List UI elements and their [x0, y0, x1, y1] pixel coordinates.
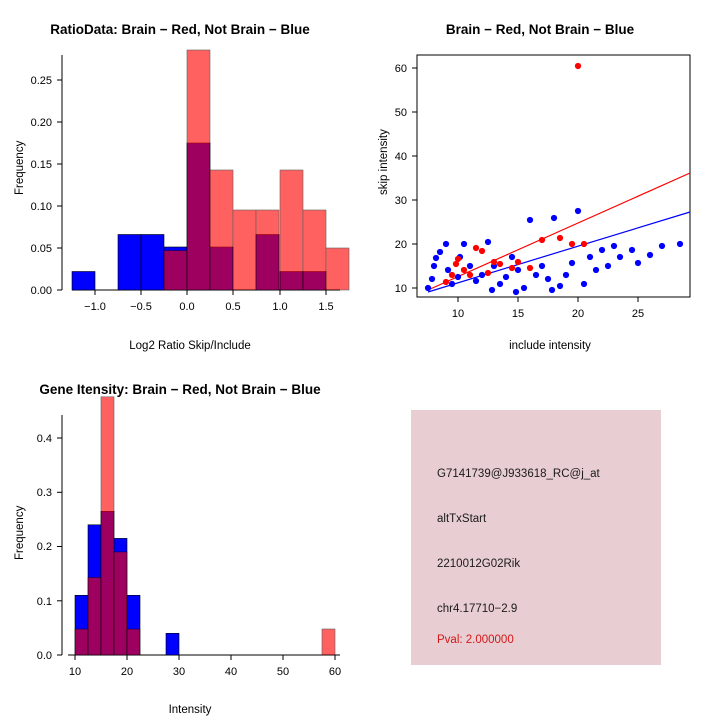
event-type-text: altTxStart: [437, 513, 487, 525]
svg-text:0.05: 0.05: [30, 243, 52, 255]
svg-text:0.5: 0.5: [225, 301, 241, 313]
svg-text:60: 60: [394, 63, 407, 75]
ratio-histogram-title: RatioData: Brain − Red, Not Brain − Blue: [50, 22, 310, 37]
ratio-histogram-xlabel: Log2 Ratio Skip/Include: [129, 340, 251, 352]
svg-text:0.25: 0.25: [30, 75, 52, 87]
scatter-ylabel: skip intensity: [378, 129, 390, 195]
gene-histogram-ylabel: Frequency: [14, 505, 26, 560]
svg-text:10: 10: [451, 308, 465, 320]
ratio-histogram-panel: [0, 0, 360, 360]
scatter-panel: [360, 0, 720, 360]
svg-text:0.15: 0.15: [30, 159, 52, 171]
svg-text:20: 20: [571, 308, 585, 320]
svg-text:50: 50: [394, 107, 407, 119]
svg-text:−1.0: −1.0: [84, 301, 106, 313]
svg-text:15: 15: [511, 308, 525, 320]
svg-text:0.0: 0.0: [179, 301, 195, 313]
svg-text:1.5: 1.5: [318, 301, 334, 313]
annotation-info-box: [411, 410, 661, 665]
pval-text: Pval: 2.000000: [437, 634, 514, 646]
svg-text:0.20: 0.20: [30, 117, 52, 129]
svg-text:0.1: 0.1: [36, 596, 52, 608]
ratio-bars-brain: [164, 50, 349, 290]
svg-text:40: 40: [394, 151, 407, 163]
ratio-histogram-ylabel: Frequency: [14, 140, 26, 195]
gene-histogram-panel: [0, 360, 400, 720]
svg-text:0.10: 0.10: [30, 201, 52, 213]
scatter-points-not-brain: [425, 208, 683, 295]
svg-text:0.4: 0.4: [36, 433, 52, 445]
svg-text:10: 10: [68, 666, 82, 678]
svg-text:50: 50: [276, 666, 290, 678]
svg-text:10: 10: [394, 283, 407, 295]
probe-id-text: G7141739@J933618_RC@j_at: [437, 468, 600, 480]
svg-text:40: 40: [224, 666, 238, 678]
gene-bars-brain: [75, 397, 335, 655]
svg-text:0.00: 0.00: [30, 285, 52, 297]
svg-text:0.0: 0.0: [36, 650, 52, 662]
ratio-histogram-plot: [0, 0, 360, 360]
svg-text:20: 20: [394, 239, 407, 251]
svg-text:−0.5: −0.5: [130, 301, 152, 313]
scatter-title: Brain − Red, Not Brain − Blue: [445, 22, 635, 37]
scatter-xlabel: include intensity: [509, 340, 591, 352]
scatter-plot: [360, 0, 720, 360]
svg-text:25: 25: [631, 308, 645, 320]
gene-histogram-plot: [0, 360, 400, 720]
svg-text:0.2: 0.2: [36, 541, 52, 553]
gene-histogram-title: Gene Itensity: Brain − Red, Not Brain − Blue: [39, 382, 321, 397]
gene-histogram-xlabel: Intensity: [168, 704, 212, 716]
svg-text:1.0: 1.0: [272, 301, 288, 313]
svg-text:60: 60: [328, 666, 342, 678]
svg-text:20: 20: [120, 666, 134, 678]
svg-text:0.3: 0.3: [36, 487, 52, 499]
svg-text:30: 30: [394, 195, 407, 207]
locus-text: chr4.17710−2.9: [437, 603, 518, 615]
gene-symbol-text: 2210012G02Rik: [437, 558, 521, 570]
svg-text:30: 30: [172, 666, 186, 678]
